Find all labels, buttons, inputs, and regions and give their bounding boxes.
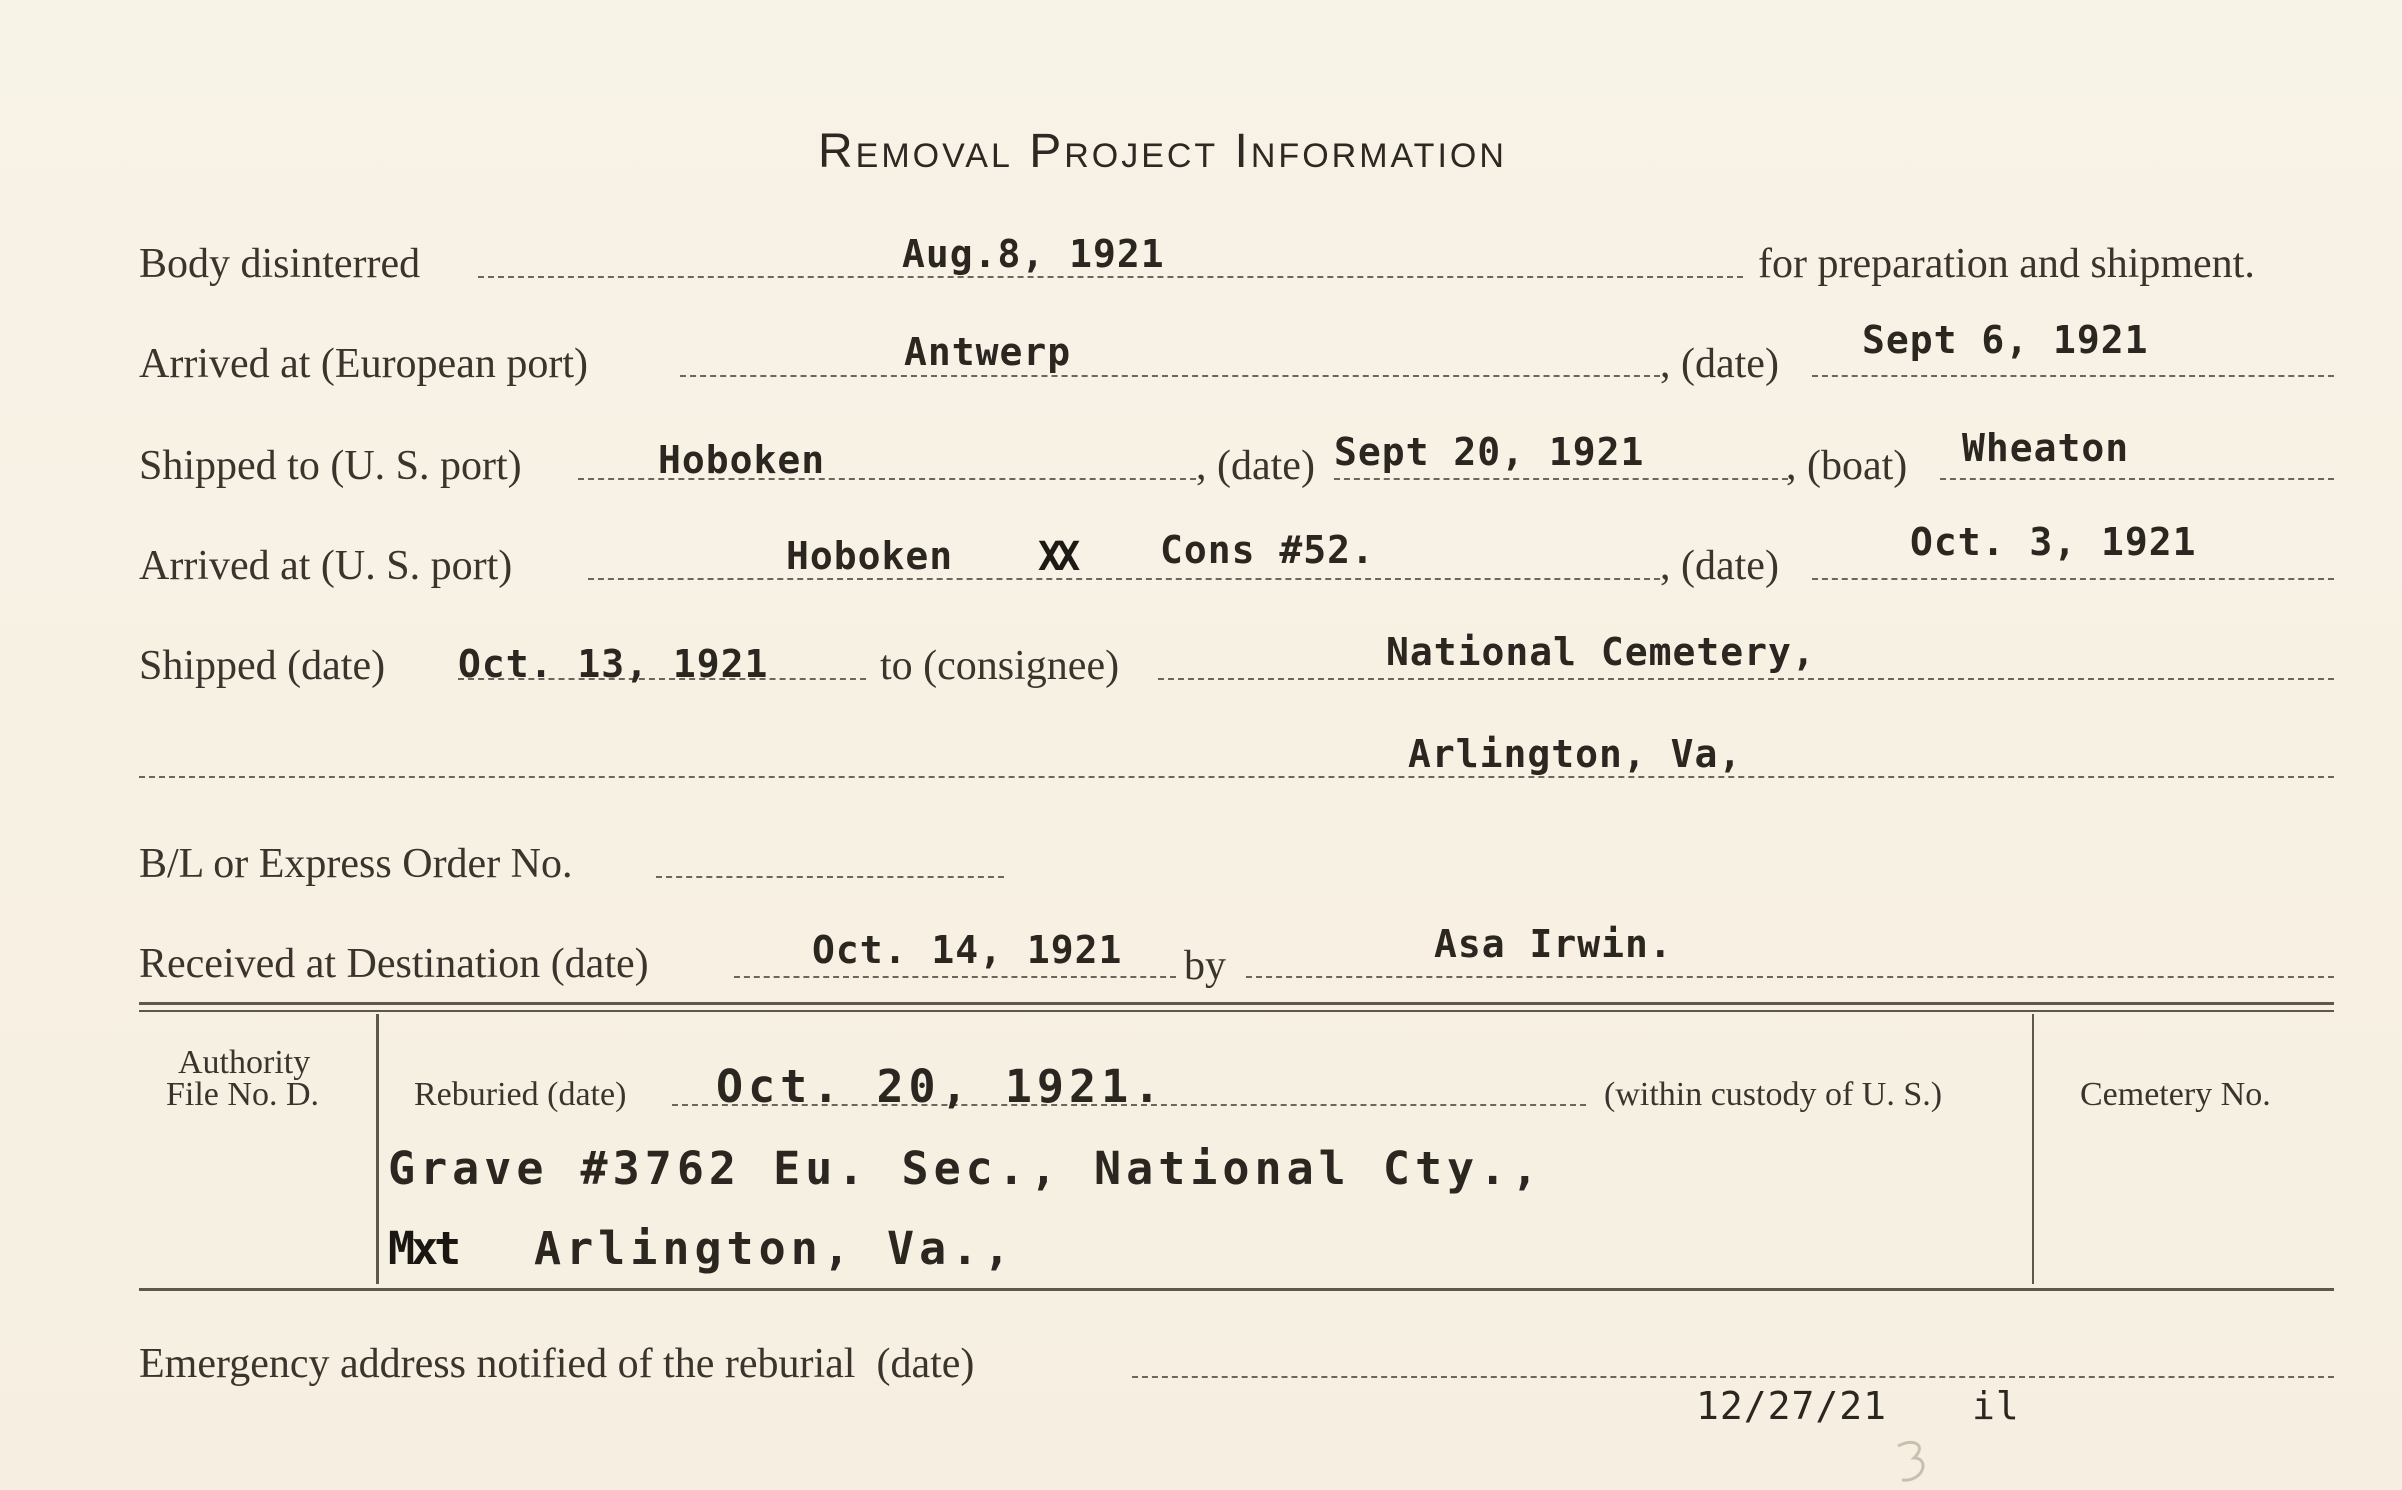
arrived-european-port: Antwerp <box>904 330 1072 374</box>
emergency-label: Emergency address notified of the reburial (date) <box>139 1341 975 1387</box>
arrived-us-port-line <box>588 578 1660 580</box>
shipped-us-date-line <box>1334 478 1788 480</box>
shipped-us-label: Shipped to (U. S. port) <box>139 443 522 489</box>
arrived-european-date-label: , (date) <box>1660 341 1779 387</box>
shipped-us-port: Hoboken <box>658 438 826 482</box>
grave-line: Grave #3762 Eu. Sec., National Cty., <box>388 1142 1544 1195</box>
consignee-line <box>1158 678 2334 680</box>
received-by: Asa Irwin. <box>1434 922 1673 966</box>
shipped-us-boat-label: , (boat) <box>1786 443 1908 489</box>
box-left-divider <box>376 1014 379 1284</box>
footer-initials: il <box>1972 1384 2020 1428</box>
struck-word: Mxt <box>388 1222 458 1275</box>
arrived-european-date: Sept 6, 1921 <box>1862 318 2149 362</box>
shipped-label: Shipped (date) <box>139 643 386 689</box>
arrived-us-date-line <box>1812 578 2334 580</box>
footer-date: 12/27/21 <box>1696 1384 1888 1428</box>
consignee-line1: National Cemetery, <box>1386 630 1816 674</box>
disinterred-line <box>478 276 1743 278</box>
shipped-date: Oct. 13, 1921 <box>458 642 769 686</box>
page-title: Removal Project Information <box>818 125 1507 178</box>
pencil-mark-icon <box>1890 1436 1940 1488</box>
disinterred-label: Body disinterred <box>139 241 421 287</box>
received-by-line <box>1246 976 2334 978</box>
arrived-us-date-label: , (date) <box>1660 543 1779 589</box>
authority-label-1: Authority <box>178 1044 311 1081</box>
authority-label-2: File No. D. <box>166 1076 319 1113</box>
arrived-us-port: Hoboken <box>786 534 954 578</box>
arrived-european-port-line <box>680 375 1660 377</box>
location-line: Arlington, Va., <box>534 1222 1016 1275</box>
received-by-label: by <box>1184 943 1226 989</box>
bl-line <box>656 876 1004 878</box>
disinterred-date: Aug.8, 1921 <box>902 232 1165 276</box>
box-right-divider <box>2032 1014 2034 1284</box>
arrived-european-label: Arrived at (European port) <box>139 341 588 387</box>
shipped-us-date-label: , (date) <box>1196 443 1315 489</box>
reburied-date: Oct. 20, 1921. <box>716 1060 1166 1113</box>
consignee-label: to (consignee) <box>880 643 1120 689</box>
arrived-us-struck: XX <box>1038 534 1075 580</box>
consignee-line2: Arlington, Va, <box>1408 732 1743 776</box>
disinterred-suffix: for preparation and shipment. <box>1758 241 2255 287</box>
box-bottom-rule <box>139 1288 2334 1291</box>
arrived-european-date-line <box>1812 375 2334 377</box>
consignee-continued-line <box>139 776 2334 778</box>
box-top-rule-1 <box>139 1002 2334 1005</box>
arrived-us-label: Arrived at (U. S. port) <box>139 543 513 589</box>
shipped-us-date: Sept 20, 1921 <box>1334 430 1645 474</box>
cemetery-no-label: Cemetery No. <box>2080 1076 2271 1113</box>
received-date: Oct. 14, 1921 <box>812 928 1123 972</box>
shipped-us-boat-line <box>1940 478 2334 480</box>
reburied-label: Reburied (date) <box>414 1076 627 1113</box>
bl-label: B/L or Express Order No. <box>139 841 573 887</box>
emergency-line <box>1132 1376 2334 1378</box>
received-date-line <box>734 976 1176 978</box>
custody-label: (within custody of U. S.) <box>1604 1076 1943 1113</box>
received-label: Received at Destination (date) <box>139 941 649 987</box>
box-top-rule-2 <box>139 1010 2334 1012</box>
arrived-us-cons: Cons #52. <box>1160 528 1375 572</box>
arrived-us-date: Oct. 3, 1921 <box>1910 520 2197 564</box>
shipped-us-boat: Wheaton <box>1962 426 2130 470</box>
